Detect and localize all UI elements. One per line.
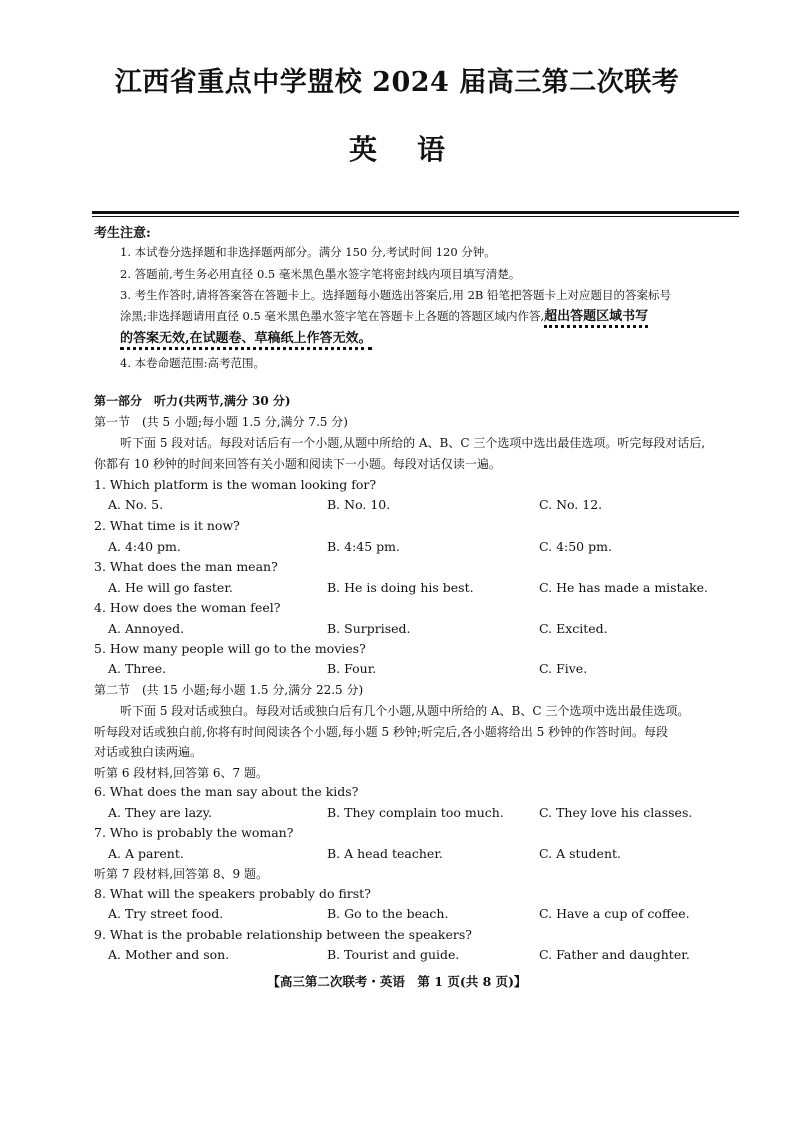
q8-option-c: C. Have a cup of coffee. xyxy=(539,906,690,921)
notice-item-3c xyxy=(120,330,372,347)
question-1: 1. Which platform is the woman looking for? xyxy=(94,477,377,492)
notice-emphasis-2: 的答案无效,在试题卷、草稿纸上作答无效。 xyxy=(120,331,372,350)
q7-option-c: C. A student. xyxy=(539,846,622,861)
question-4: 4. How does the woman feel? xyxy=(94,600,281,615)
question-7: 7. Who is probably the woman? xyxy=(94,825,294,840)
section1-instructions-b: 你都有 10 秒钟的时间来回答有关小题和阅读下一小题。每段对话仅读一遍。 xyxy=(94,457,501,471)
q9-option-b: B. Tourist and guide. xyxy=(327,947,460,962)
q2-option-c: C. 4:50 pm. xyxy=(539,539,612,554)
q6-option-b: B. They complain too much. xyxy=(327,805,504,820)
question-9: 9. What is the probable relationship between the speakers? xyxy=(94,927,472,942)
q8-option-b: B. Go to the beach. xyxy=(327,906,449,921)
section1-instructions-a: 听下面 5 段对话。每段对话后有一个小题,从题中所给的 A、B、C 三个选项中选出最佳选项。听完每段对话后, xyxy=(120,436,706,450)
question-6: 6. What does the man say about the kids? xyxy=(94,784,359,799)
q2-option-a: A. 4:40 pm. xyxy=(108,539,181,554)
q1-option-c: C. No. 12. xyxy=(539,497,603,512)
q7-option-b: B. A head teacher. xyxy=(327,846,443,861)
section1-heading: 第一节 (共 5 小题;每小题 1.5 分,满分 7.5 分) xyxy=(94,415,348,429)
q6-option-a: A. They are lazy. xyxy=(108,805,213,820)
question-2: 2. What time is it now? xyxy=(94,518,240,533)
part1-heading: 第一部分 听力(共两节,满分 30 分) xyxy=(94,394,291,408)
page-footer: 【高三第二次联考・英语 第 1 页(共 8 页)】 xyxy=(267,974,527,989)
question-3: 3. What does the man mean? xyxy=(94,559,278,574)
notice-item-1: 1. 本试卷分选择题和非选择题两部分。满分 150 分,考试时间 120 分钟。 xyxy=(120,245,496,259)
notice-emphasis-1: 超出答题区域书写 xyxy=(544,309,648,328)
q5-option-a: A. Three. xyxy=(108,661,167,676)
q4-option-b: B. Surprised. xyxy=(327,621,411,636)
q9-option-c: C. Father and daughter. xyxy=(539,947,690,962)
material-7-note: 听第 7 段材料,回答第 8、9 题。 xyxy=(94,867,268,881)
q5-option-b: B. Four. xyxy=(327,661,377,676)
header-divider-thin xyxy=(92,216,739,217)
q7-option-a: A. A parent. xyxy=(108,846,184,861)
q2-option-b: B. 4:45 pm. xyxy=(327,539,401,554)
notice-item-4: 4. 本卷命题范围:高考范围。 xyxy=(120,356,266,370)
q6-option-c: C. They love his classes. xyxy=(539,805,693,820)
section2-instructions-c: 对话或独白读两遍。 xyxy=(94,745,203,759)
section2-instructions-b: 听每段对话或独白前,你将有时间阅读各个小题,每小题 5 秒钟;听完后,各小题将给出 5 秒钟的作答时间。每段 xyxy=(94,725,669,739)
q1-option-a: A. No. 5. xyxy=(108,497,164,512)
q3-option-a: A. He will go faster. xyxy=(108,580,233,595)
material-6-note: 听第 6 段材料,回答第 6、7 题。 xyxy=(94,766,268,780)
exam-title: 江西省重点中学盟校 2024 届高三第二次联考 xyxy=(114,67,680,98)
q3-option-b: B. He is doing his best. xyxy=(327,580,474,595)
q3-option-c: C. He has made a mistake. xyxy=(539,580,709,595)
q4-option-a: A. Annoyed. xyxy=(108,621,185,636)
notice-item-3a: 3. 考生作答时,请将答案答在答题卡上。选择题每小题选出答案后,用 2B 铅笔把答题卡上对应题目的答案标号 xyxy=(120,288,672,302)
question-8: 8. What will the speakers probably do first? xyxy=(94,886,371,901)
question-5: 5. How many people will go to the movies? xyxy=(94,641,366,656)
notice-item-2: 2. 答题前,考生务必用直径 0.5 毫米黑色墨水签字笔将密封线内项目填写清楚。 xyxy=(120,267,521,281)
q8-option-a: A. Try street food. xyxy=(108,906,224,921)
notice-item-3b-text: 涂黑;非选择题请用直径 0.5 毫米黑色墨水签字笔在答题卡上各题的答题区域内作答, xyxy=(120,309,545,323)
q1-option-b: B. No. 10. xyxy=(327,497,391,512)
notice-heading: 考生注意: xyxy=(94,226,151,241)
q5-option-c: C. Five. xyxy=(539,661,588,676)
q9-option-a: A. Mother and son. xyxy=(108,947,230,962)
section2-heading: 第二节 (共 15 小题;每小题 1.5 分,满分 22.5 分) xyxy=(94,683,364,697)
q4-option-c: C. Excited. xyxy=(539,621,608,636)
header-divider xyxy=(92,211,739,214)
subject-title: 英语 xyxy=(348,133,485,166)
section2-instructions-a: 听下面 5 段对话或独白。每段对话或独白后有几个小题,从题中所给的 A、B、C 三个选项中选出最佳选项。 xyxy=(120,704,690,718)
notice-item-3b xyxy=(120,308,648,325)
